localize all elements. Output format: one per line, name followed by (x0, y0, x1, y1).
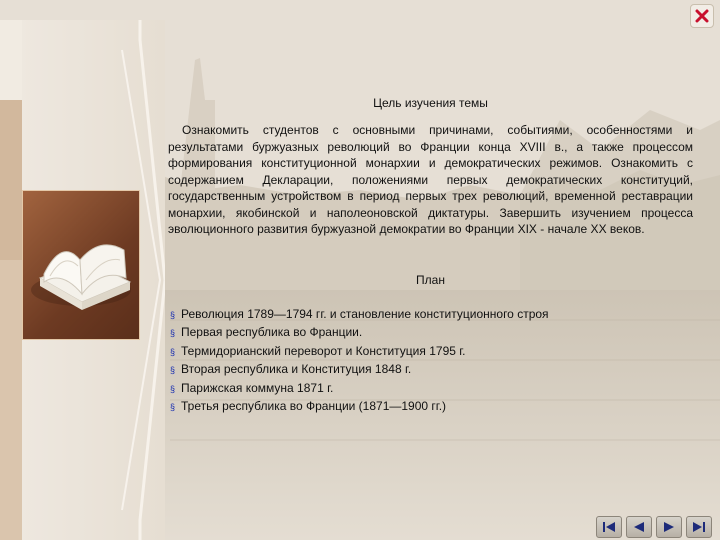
close-button[interactable] (690, 4, 714, 28)
bullet-icon: § (170, 328, 176, 339)
next-page-button[interactable] (656, 516, 682, 538)
previous-page-button[interactable] (626, 516, 652, 538)
plan-item-6[interactable]: § Третья республика во Франции (1871—1900 гг.) (170, 398, 549, 416)
bullet-icon: § (170, 383, 176, 394)
open-book-illustration (22, 190, 140, 340)
close-icon (695, 9, 709, 23)
plan-item-2[interactable]: § Первая республика во Франции. (170, 324, 549, 342)
plan-list (170, 306, 549, 416)
goal-paragraph: Ознакомить студентов с основными причинами, событиями, особенностями и результатами буржуазных революций во Франции конца XVIII в., а также процессом формирования конституционной монархии и демократических режимов. Ознакомить с содержанием Декларации, положениями первых демократических конституций, государственным устройством в период первых трех революций, временной реставрации монархии, якобинской и наполеоновской диктатуры. Завершить изучением процесса эволюционного развития буржуазной демократии во Франции XIX - начале XX веков. (168, 123, 693, 236)
next-page-icon (661, 521, 677, 533)
bullet-icon: § (170, 346, 176, 357)
bullet-icon: § (170, 365, 176, 376)
first-page-button[interactable] (596, 516, 622, 538)
bullet-icon: § (170, 310, 176, 320)
section-title: Цель изучения темы (373, 96, 488, 110)
bullet-icon: § (170, 402, 176, 413)
plan-item-1[interactable]: § Революция 1789—1794 гг. и становление конституционного строя (170, 306, 549, 324)
last-page-button[interactable] (686, 516, 712, 538)
slide-navigation (596, 516, 712, 536)
plan-item-4[interactable]: § Вторая республика и Конституция 1848 г. (170, 361, 549, 379)
plan-item-3[interactable]: § Термидорианский переворот и Конституция 1795 г. (170, 343, 549, 361)
plan-title: План (416, 273, 445, 287)
previous-page-icon (631, 521, 647, 533)
first-page-icon (601, 521, 617, 533)
last-page-icon (691, 521, 707, 533)
plan-item-5[interactable]: § Парижская коммуна 1871 г. (170, 380, 549, 398)
